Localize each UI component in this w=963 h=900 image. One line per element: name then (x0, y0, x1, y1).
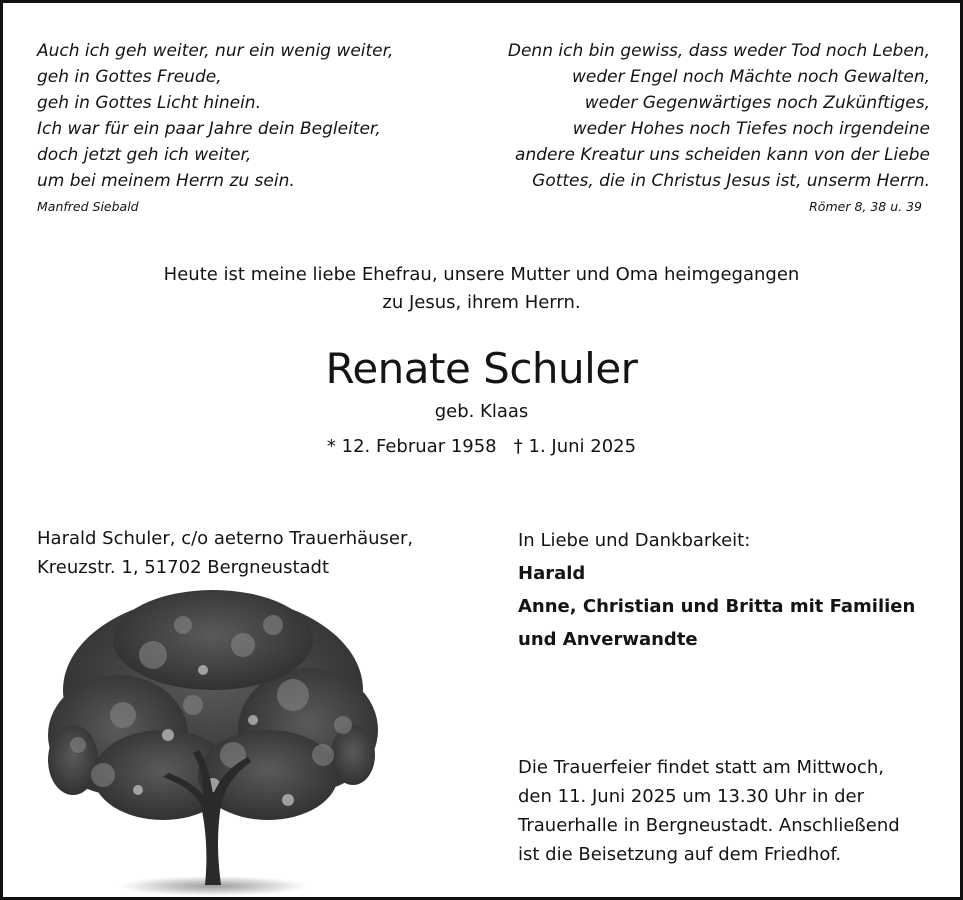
announcement (3, 261, 960, 317)
contact-line: Kreuzstr. 1, 51702 Bergneustadt (37, 557, 330, 578)
poem-right-line: andere Kreatur uns scheiden kann von der Liebe (515, 145, 930, 165)
funeral-line: ist die Beisetzung auf dem Friedhof. (518, 844, 842, 865)
funeral-info (518, 753, 900, 869)
poem-right-line: weder Engel noch Mächte noch Gewalten, (571, 67, 930, 87)
mourner-name: und Anverwandte (518, 629, 698, 650)
poem-left-line: doch jetzt geh ich weiter, (37, 145, 252, 165)
poem-left-line: Auch ich geh weiter, nur ein wenig weiter, (37, 41, 394, 61)
contact-address (37, 524, 413, 582)
poem-left-attribution: Manfred Siebald (37, 199, 139, 214)
poem-left (37, 38, 477, 215)
poem-left-line: geh in Gottes Licht hinein. (37, 93, 261, 113)
deceased-name: Renate Schuler (325, 344, 638, 393)
mourner-name: Harald (518, 563, 586, 584)
tree-illustration (43, 585, 383, 900)
poem-right-line: Denn ich bin gewiss, dass weder Tod noch Leben, (507, 41, 930, 61)
funeral-line: den 11. Juni 2025 um 13.30 Uhr in der (518, 786, 865, 807)
mourner-name: Anne, Christian und Britta mit Familien (518, 596, 916, 617)
poem-left-line: geh in Gottes Freude, (37, 67, 222, 87)
poem-right-attribution: Römer 8, 38 u. 39 (809, 199, 922, 214)
poem-right (460, 38, 930, 215)
contact-line: Harald Schuler, c/o aeterno Trauerhäuser, (37, 528, 414, 549)
mourners-block (518, 524, 915, 656)
poem-left-line: um bei meinem Herrn zu sein. (37, 171, 295, 191)
poem-right-line: weder Hohes noch Tiefes noch irgendeine (572, 119, 930, 139)
birth-name: geb. Klaas (434, 401, 529, 422)
funeral-line: Die Trauerfeier findet statt am Mittwoch, (518, 757, 884, 778)
funeral-line: Trauerhalle in Bergneustadt. Anschließend (518, 815, 900, 836)
poem-left-line: Ich war für ein paar Jahre dein Begleiter, (37, 119, 381, 139)
announcement-line: zu Jesus, ihrem Herrn. (382, 292, 581, 313)
life-dates: * 12. Februar 1958 † 1. Juni 2025 (326, 436, 637, 457)
announcement-line: Heute ist meine liebe Ehefrau, unsere Mutter und Oma heimgegangen (163, 264, 800, 285)
poem-right-line: Gottes, die in Christus Jesus ist, unserm Herrn. (532, 171, 930, 191)
mourners-intro: In Liebe und Dankbarkeit: (518, 530, 751, 551)
poem-right-line: weder Gegenwärtiges noch Zukünftiges, (584, 93, 930, 113)
